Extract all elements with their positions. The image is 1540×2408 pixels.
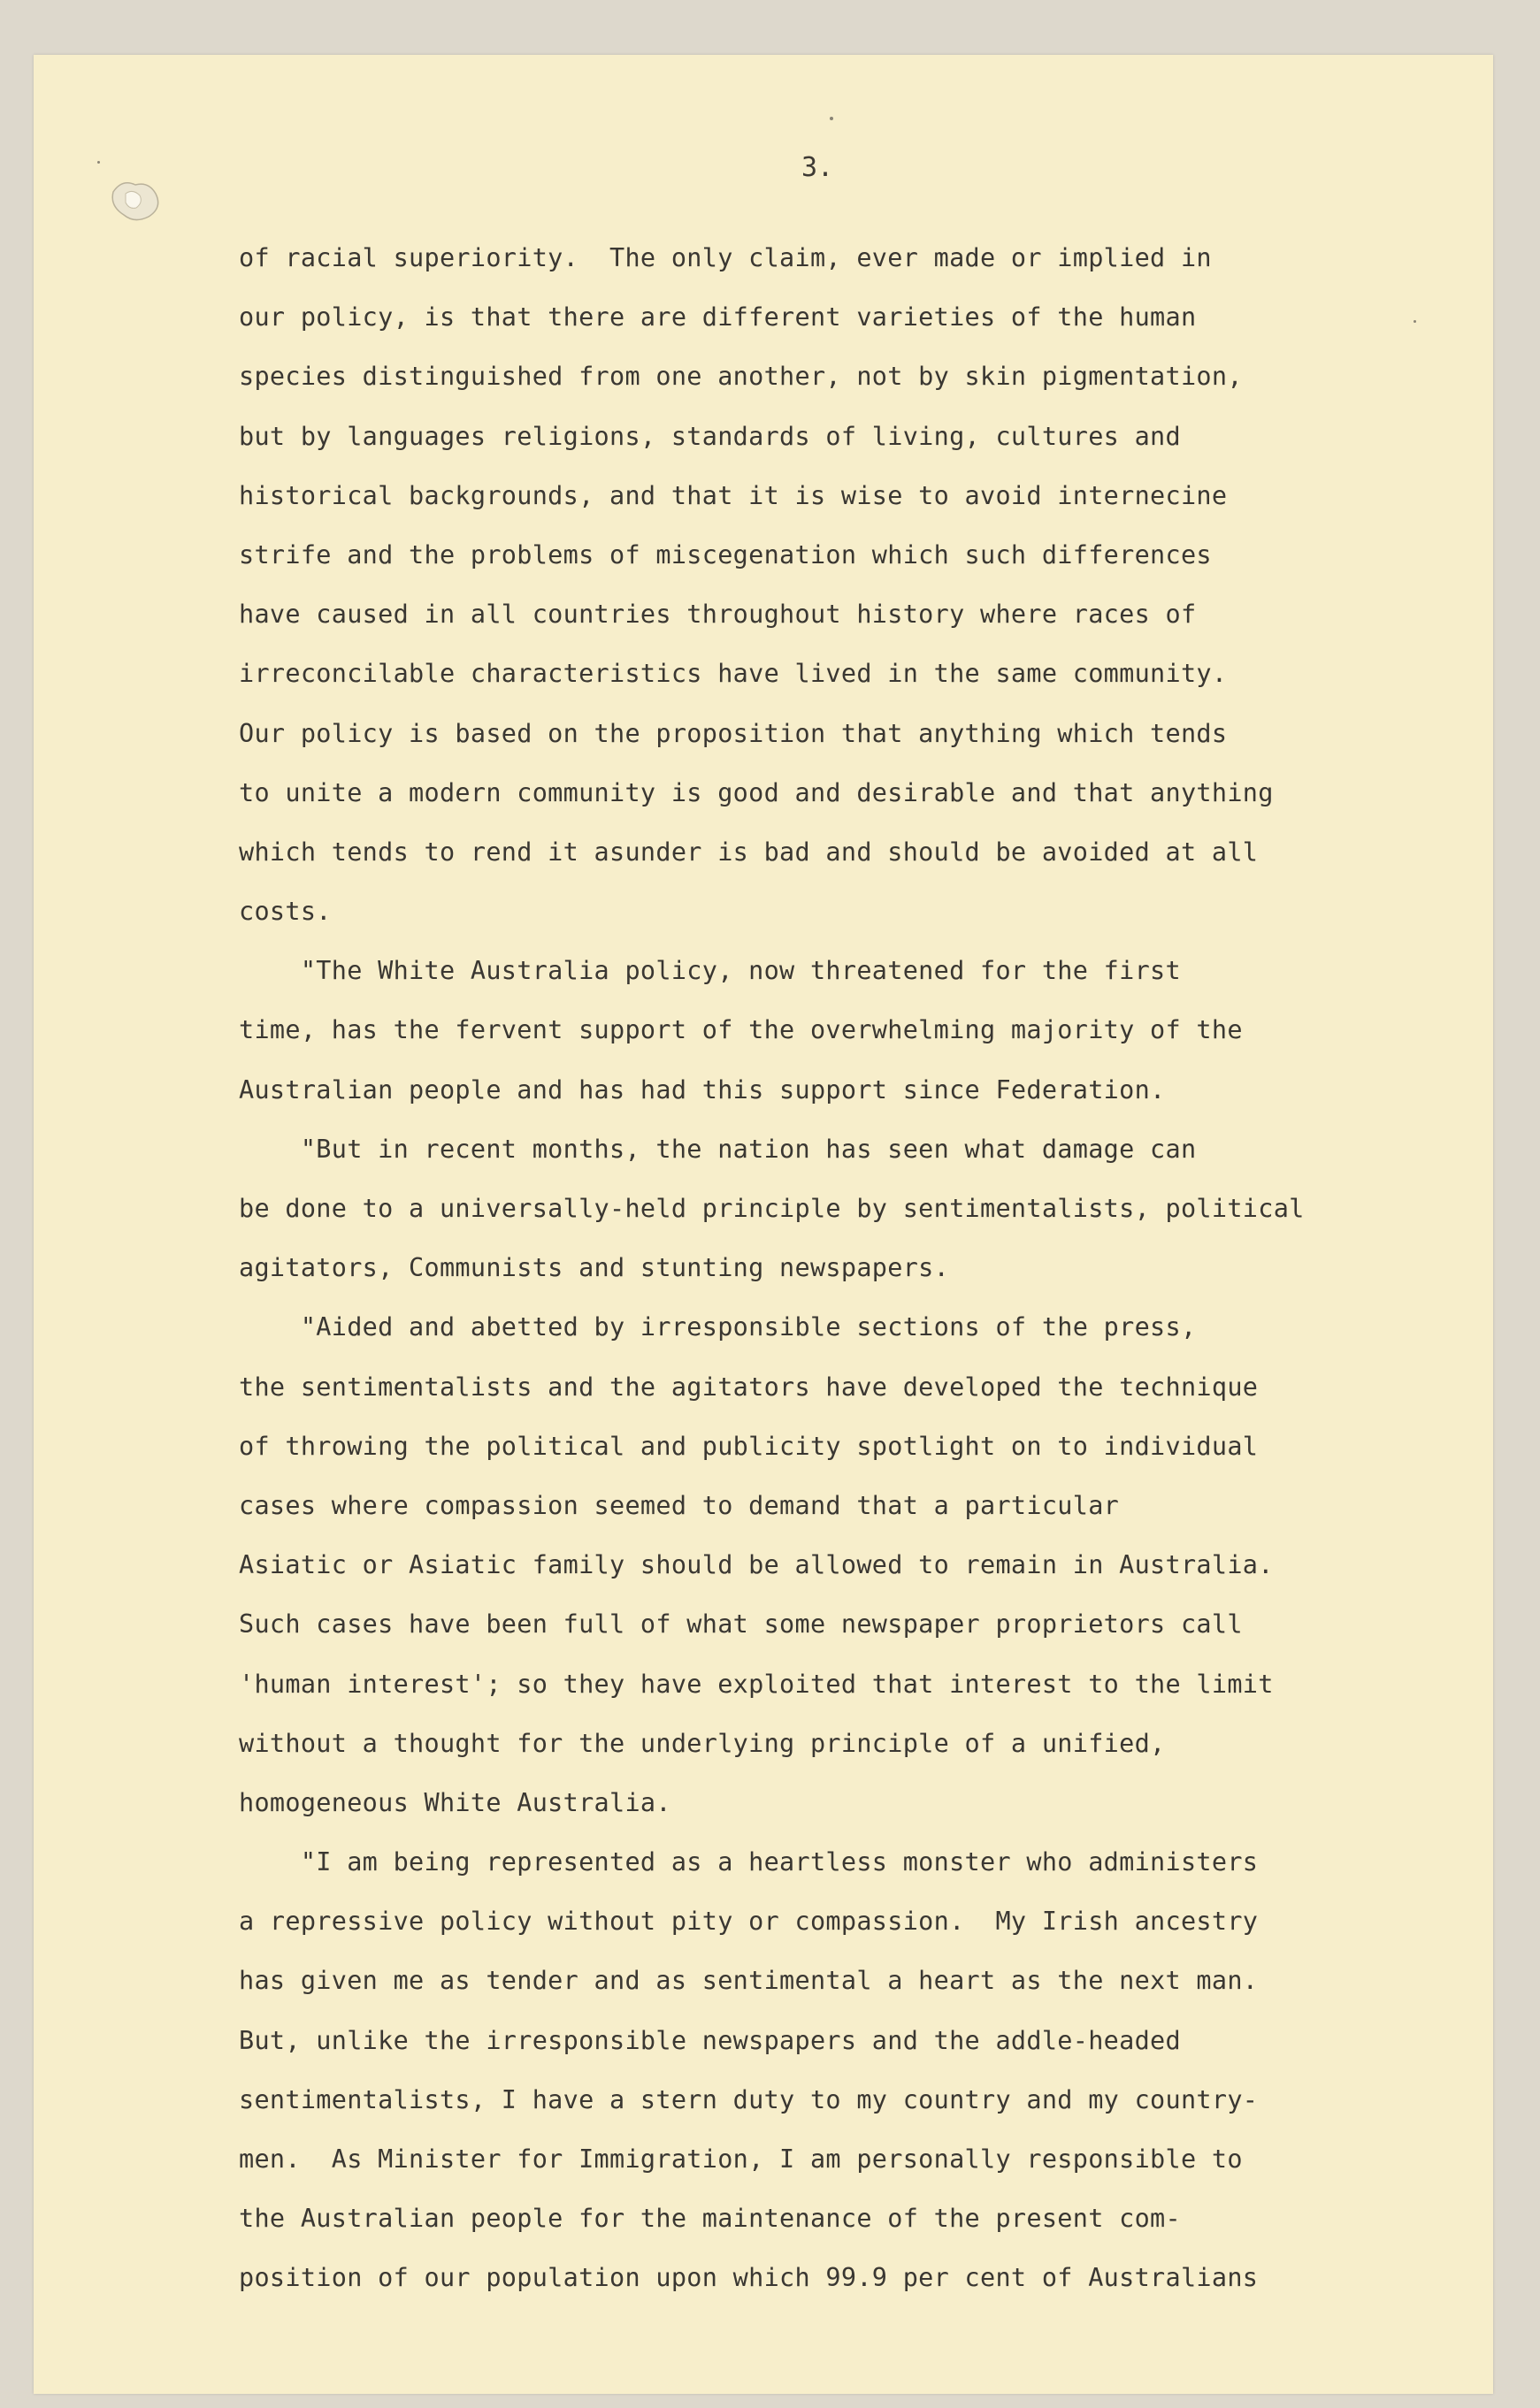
text-line: But, unlike the irresponsible newspapers and the addle-headed [239,2025,1181,2055]
text-line: which tends to rend it asunder is bad and should be avoided at all [239,837,1259,867]
text-line: "I am being represented as a heartless monster who administers [239,1847,1259,1877]
text-line: "Aided and abetted by irresponsible sections of the press, [239,1312,1197,1342]
text-line: men. As Minister for Immigration, I am personally responsible to [239,2144,1243,2174]
paper-speck [830,117,833,120]
text-line: the sentimentalists and the agitators have developed the technique [239,1372,1259,1402]
text-line: 'human interest'; so they have exploited that interest to the limit [239,1669,1274,1699]
text-line: but by languages religions, standards of living, cultures and [239,421,1181,451]
text-line: Our policy is based on the proposition that anything which tends [239,718,1228,748]
text-line: Australian people and has had this support since Federation. [239,1074,1166,1105]
text-line: homogeneous White Australia. [239,1787,671,1817]
document-page [34,55,1493,2394]
page-number: 3. [801,152,834,183]
text-line: time, has the fervent support of the overwhelming majority of the [239,1015,1243,1045]
text-line: without a thought for the underlying principle of a unified, [239,1728,1166,1758]
text-line: the Australian people for the maintenance of the present com- [239,2204,1181,2234]
paper-speck [97,161,100,164]
text-line: irreconcilable characteristics have lived in the same community. [239,659,1228,689]
text-line: "The White Australia policy, now threatened for the first [239,956,1181,986]
text-line: have caused in all countries throughout history where races of [239,600,1197,630]
text-line: Asiatic or Asiatic family should be allowed to remain in Australia. [239,1550,1274,1580]
text-line: sentimentalists, I have a stern duty to my country and my country- [239,2084,1259,2114]
text-line: costs. [239,897,332,927]
text-line: of racial superiority. The only claim, ever made or implied in [239,243,1212,272]
text-line: "But in recent months, the nation has seen what damage can [239,1134,1197,1164]
text-line: position of our population upon which 99.9 per cent of Australians [239,2263,1259,2293]
text-line: agitators, Communists and stunting newspapers. [239,1253,950,1283]
text-line: strife and the problems of miscegenation which such differences [239,539,1212,570]
text-line: historical backgrounds, and that it is wise to avoid internecine [239,480,1228,510]
text-line: cases where compassion seemed to demand that a particular [239,1490,1120,1520]
typed-body-text [239,228,1493,2308]
text-line: to unite a modern community is good and desirable and that anything [239,777,1274,807]
text-line: our policy, is that there are different varieties of the human [239,302,1197,333]
text-line: species distinguished from one another, not by skin pigmentation, [239,362,1243,392]
text-line: be done to a universally-held principle by sentimentalists, political [239,1194,1305,1223]
text-line: a repressive policy without pity or compassion. My Irish ancestry [239,1907,1259,1937]
text-line: of throwing the political and publicity spotlight on to individual [239,1431,1259,1461]
paper-tear-mark [104,174,166,227]
text-line: has given me as tender and as sentimental a heart as the next man. [239,1966,1259,1996]
text-line: Such cases have been full of what some newspaper proprietors call [239,1609,1243,1640]
